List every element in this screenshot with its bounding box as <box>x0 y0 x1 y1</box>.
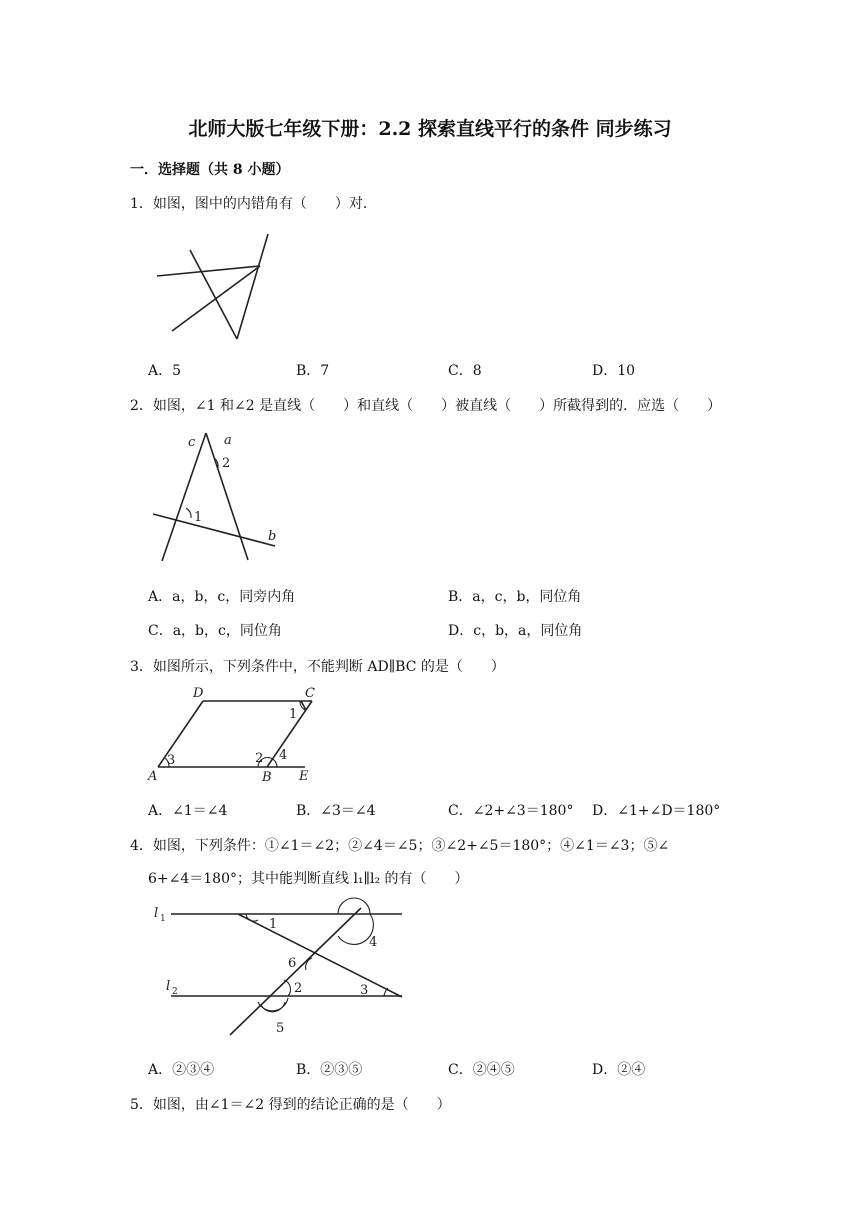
question-3-stem: 3．如图所示，下列条件中，不能判断 AD∥BC 的是（ ） <box>130 659 505 675</box>
question-5-stem: 5．如图，由∠1＝∠2 得到的结论正确的是（ ） <box>130 1097 451 1113</box>
fig3-label-angle1: 1 <box>289 707 298 722</box>
fig2-line-c <box>162 433 206 561</box>
fig3-label-e: E <box>299 769 309 784</box>
q2-option-a[interactable]: A．a，b，c，同旁内角 <box>148 589 296 605</box>
q2-option-b[interactable]: B．a，c，b，同位角 <box>448 589 582 605</box>
fig3-label-c: C <box>305 686 315 701</box>
q1-option-b[interactable]: B．7 <box>296 363 330 379</box>
fig3-label-angle4: 4 <box>279 748 288 763</box>
fig3-label-angle3: 3 <box>167 753 176 768</box>
q1-option-a[interactable]: A．5 <box>148 363 182 379</box>
question-1-stem: 1．如图，图中的内错角有（ ）对． <box>130 196 377 212</box>
fig2-line-b <box>153 514 275 546</box>
fig4-label-angle4: 4 <box>369 935 378 950</box>
question-1-figure <box>150 228 280 348</box>
q4-option-a[interactable]: A．②③④ <box>148 1062 215 1078</box>
fig4-angle-1-arc <box>246 914 258 921</box>
fig4-label-angle5: 5 <box>276 1021 285 1036</box>
fig4-line-transversal-2 <box>230 908 361 1035</box>
fig3-label-b: B <box>262 770 272 785</box>
fig4-label-angle1: 1 <box>269 917 278 932</box>
fig1-line-right-diag <box>237 234 268 339</box>
q3-option-a[interactable]: A．∠1＝∠4 <box>148 803 228 819</box>
question-4-stem-line-1: 4．如图，下列条件：①∠1＝∠2；②∠4＝∠5；③∠2+∠5＝180°；④∠1＝∠3；⑤∠ <box>130 838 670 854</box>
fig3-label-angle2: 2 <box>255 751 264 766</box>
question-2-figure <box>148 428 288 566</box>
fig2-label-c: c <box>188 435 196 450</box>
q3-option-c[interactable]: C．∠2+∠3＝180° <box>448 803 574 819</box>
q2-option-d[interactable]: D．c，b，a，同位角 <box>448 623 583 639</box>
fig3-label-d: D <box>193 686 204 701</box>
fig1-line-left-diag <box>190 250 237 339</box>
question-4-figure <box>148 902 410 1040</box>
q4-option-c[interactable]: C．②④⑤ <box>448 1062 515 1078</box>
fig4-line-transversal-1 <box>238 914 402 997</box>
fig2-label-b: b <box>268 529 277 544</box>
q3-option-b[interactable]: B．∠3＝∠4 <box>296 803 376 819</box>
fig4-label-angle2: 2 <box>294 981 303 996</box>
q3-option-d[interactable]: D．∠1+∠D＝180° <box>592 803 721 819</box>
question-2-stem: 2．如图，∠1 和∠2 是直线（ ）和直线（ ）被直线（ ）所截得到的．应选（ ） <box>130 398 722 414</box>
fig4-label-l1: l <box>154 906 159 921</box>
q4-option-d[interactable]: D．②④ <box>592 1062 646 1078</box>
fig2-label-angle1: 1 <box>194 510 203 525</box>
fig4-label-l2: l <box>166 979 171 994</box>
fig3-line-ad <box>158 701 203 767</box>
q4-option-b[interactable]: B．②③⑤ <box>296 1062 363 1078</box>
q1-option-d[interactable]: D．10 <box>592 363 636 379</box>
section-heading: 一．选择题（共 8 小题） <box>130 162 290 178</box>
fig3-label-a: A <box>148 769 158 784</box>
fig2-label-angle2: 2 <box>222 456 231 471</box>
q2-option-c[interactable]: C．a，b，c，同位角 <box>148 623 282 639</box>
q1-option-c[interactable]: C．8 <box>448 363 482 379</box>
page-title: 北师大版七年级下册：2.2 探索直线平行的条件 同步练习 <box>188 118 672 140</box>
fig2-angle-1-arc <box>186 508 191 518</box>
question-4-stem-line-2: 6+∠4＝180°；其中能判断直线 l₁∥l₂ 的有（ ） <box>148 871 469 887</box>
fig1-line-top <box>157 266 260 276</box>
fig4-label-l2-sub: 2 <box>172 987 178 997</box>
fig4-label-angle6: 6 <box>288 956 297 971</box>
fig4-label-angle3: 3 <box>360 983 369 998</box>
question-3-figure <box>145 684 325 784</box>
fig2-label-a: a <box>224 433 232 448</box>
fig4-label-l1-sub: 1 <box>160 914 166 924</box>
fig2-line-a <box>206 433 248 560</box>
